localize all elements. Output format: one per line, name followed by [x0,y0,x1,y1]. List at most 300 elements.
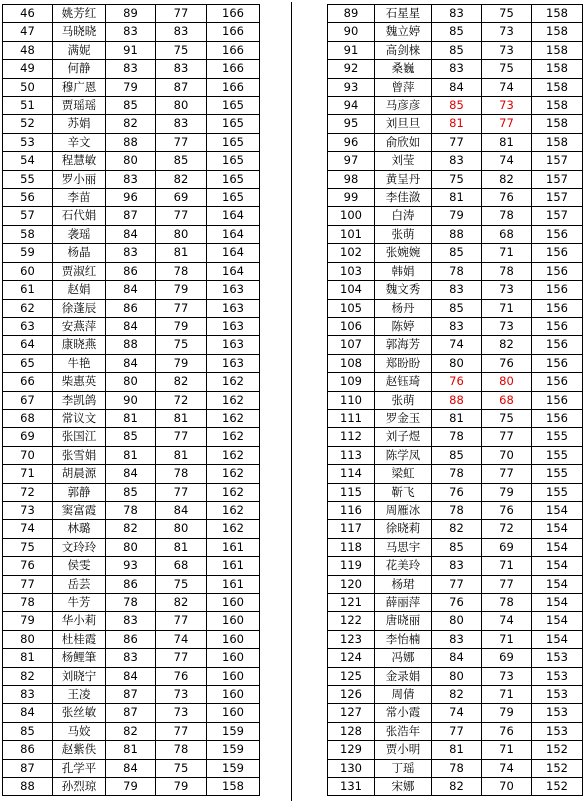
table-row [3,759,260,777]
total-score-cell: 159 [207,722,260,740]
score-a-cell: 84 [432,78,482,96]
table-row [328,97,583,115]
score-a-cell: 84 [432,649,482,667]
total-score-cell: 163 [207,299,260,317]
table-row [3,630,260,648]
student-name-cell: 韩娟 [375,262,432,280]
score-a-cell: 84 [106,759,156,777]
row-number-cell: 116 [328,501,375,519]
right-score-table [327,4,583,796]
table-row [3,41,260,59]
total-score-cell: 157 [532,189,583,207]
student-name-cell: 魏文秀 [375,281,432,299]
row-number-cell: 111 [328,409,375,427]
total-score-cell: 160 [207,649,260,667]
score-a-cell: 80 [432,612,482,630]
row-number-cell: 115 [328,483,375,501]
score-b-cell: 80 [156,520,207,538]
table-row [3,152,260,170]
total-score-cell: 154 [532,557,583,575]
row-number-cell: 66 [3,373,53,391]
total-score-cell: 157 [532,170,583,188]
student-name-cell: 丁瑶 [375,759,432,777]
student-name-cell: 常议文 [53,409,106,427]
score-b-cell: 77 [482,428,532,446]
score-a-cell: 81 [106,741,156,759]
table-row [328,594,583,612]
table-row [3,97,260,115]
table-row [3,115,260,133]
student-name-cell: 李凯鸽 [53,391,106,409]
score-a-cell: 80 [432,354,482,372]
score-a-cell: 85 [106,483,156,501]
student-name-cell: 柴惠英 [53,373,106,391]
score-b-cell: 81 [156,409,207,427]
student-name-cell: 孔学平 [53,759,106,777]
student-name-cell: 高剑梾 [375,41,432,59]
student-name-cell: 苏娟 [53,115,106,133]
score-a-cell: 85 [432,538,482,556]
student-name-cell: 安燕萍 [53,317,106,335]
table-row [328,5,583,23]
score-a-cell: 77 [432,722,482,740]
table-row [3,133,260,151]
score-a-cell: 84 [106,225,156,243]
student-name-cell: 徐蓬辰 [53,299,106,317]
row-number-cell: 106 [328,317,375,335]
score-a-cell: 82 [106,115,156,133]
row-number-cell: 81 [3,649,53,667]
total-score-cell: 165 [207,133,260,151]
student-name-cell: 胡晨源 [53,465,106,483]
student-name-cell: 满妮 [53,41,106,59]
table-row [328,336,583,354]
score-b-cell: 84 [156,501,207,519]
table-row [328,704,583,722]
row-number-cell: 78 [3,594,53,612]
score-b-cell: 77 [482,465,532,483]
student-name-cell: 程慧敏 [53,152,106,170]
score-a-cell: 78 [432,759,482,777]
row-number-cell: 69 [3,428,53,446]
score-a-cell: 82 [432,778,482,796]
score-a-cell: 86 [106,262,156,280]
total-score-cell: 155 [532,483,583,501]
score-b-cell: 79 [156,354,207,372]
total-score-cell: 163 [207,281,260,299]
total-score-cell: 156 [532,354,583,372]
total-score-cell: 154 [532,630,583,648]
student-name-cell: 贾淑红 [53,262,106,280]
score-b-cell: 77 [156,428,207,446]
table-row [328,630,583,648]
score-a-cell: 88 [106,133,156,151]
score-a-cell: 83 [432,281,482,299]
total-score-cell: 156 [532,336,583,354]
score-b-cell: 74 [482,759,532,777]
row-number-cell: 46 [3,5,53,23]
table-row [3,391,260,409]
score-a-cell: 85 [432,299,482,317]
score-a-cell: 89 [106,5,156,23]
score-a-cell: 81 [106,446,156,464]
table-row [3,612,260,630]
total-score-cell: 164 [207,225,260,243]
score-a-cell: 91 [106,41,156,59]
score-a-cell: 80 [106,538,156,556]
row-number-cell: 60 [3,262,53,280]
score-a-cell: 82 [106,520,156,538]
total-score-cell: 156 [532,409,583,427]
score-b-cell: 71 [482,557,532,575]
score-a-cell: 78 [106,501,156,519]
score-b-cell: 73 [482,41,532,59]
student-name-cell: 郭静 [53,483,106,501]
total-score-cell: 153 [532,686,583,704]
score-a-cell: 90 [106,391,156,409]
student-name-cell: 张萌 [375,391,432,409]
total-score-cell: 155 [532,428,583,446]
score-a-cell: 78 [432,262,482,280]
score-a-cell: 78 [432,428,482,446]
student-name-cell: 周雁冰 [375,501,432,519]
total-score-cell: 154 [532,612,583,630]
student-name-cell: 石代娟 [53,207,106,225]
total-score-cell: 162 [207,391,260,409]
row-number-cell: 61 [3,281,53,299]
score-b-cell: 75 [156,41,207,59]
row-number-cell: 102 [328,244,375,262]
total-score-cell: 158 [532,60,583,78]
row-number-cell: 88 [3,778,53,796]
total-score-cell: 161 [207,557,260,575]
score-a-cell: 75 [432,170,482,188]
total-score-cell: 162 [207,409,260,427]
table-row [328,741,583,759]
total-score-cell: 164 [207,244,260,262]
total-score-cell: 160 [207,704,260,722]
row-number-cell: 50 [3,78,53,96]
row-number-cell: 62 [3,299,53,317]
row-number-cell: 119 [328,557,375,575]
score-a-cell: 81 [106,409,156,427]
student-name-cell: 贾小明 [375,741,432,759]
row-number-cell: 113 [328,446,375,464]
score-b-cell: 72 [156,391,207,409]
score-b-cell: 76 [482,189,532,207]
total-score-cell: 165 [207,189,260,207]
total-score-cell: 153 [532,704,583,722]
score-b-cell: 81 [156,538,207,556]
score-b-cell: 75 [482,60,532,78]
total-score-cell: 158 [532,78,583,96]
table-row [3,501,260,519]
total-score-cell: 166 [207,60,260,78]
score-b-cell: 80 [482,373,532,391]
score-b-cell: 75 [156,759,207,777]
student-name-cell: 辛文 [53,133,106,151]
total-score-cell: 153 [532,667,583,685]
student-name-cell: 俞欣如 [375,133,432,151]
score-b-cell: 77 [156,207,207,225]
right-table-body [328,5,583,796]
left-score-table [2,4,260,796]
score-a-cell: 79 [106,778,156,796]
score-a-cell: 83 [432,152,482,170]
table-row [328,520,583,538]
score-a-cell: 82 [106,722,156,740]
table-row [328,759,583,777]
score-a-cell: 85 [106,428,156,446]
score-b-cell: 71 [482,686,532,704]
score-a-cell: 83 [432,557,482,575]
score-a-cell: 86 [106,575,156,593]
total-score-cell: 162 [207,446,260,464]
total-score-cell: 156 [532,244,583,262]
row-number-cell: 79 [3,612,53,630]
table-row [3,23,260,41]
table-row [328,428,583,446]
score-b-cell: 83 [156,23,207,41]
table-row [3,207,260,225]
row-number-cell: 76 [3,557,53,575]
student-name-cell: 郭海芳 [375,336,432,354]
score-a-cell: 81 [432,409,482,427]
score-a-cell: 81 [432,115,482,133]
score-b-cell: 87 [156,78,207,96]
score-b-cell: 76 [482,501,532,519]
row-number-cell: 105 [328,299,375,317]
score-a-cell: 85 [432,41,482,59]
row-number-cell: 104 [328,281,375,299]
total-score-cell: 161 [207,538,260,556]
row-number-cell: 93 [328,78,375,96]
score-b-cell: 73 [482,317,532,335]
table-row [3,686,260,704]
student-name-cell: 梁虹 [375,465,432,483]
student-name-cell: 曾萍 [375,78,432,96]
total-score-cell: 158 [207,778,260,796]
row-number-cell: 48 [3,41,53,59]
table-row [3,520,260,538]
row-number-cell: 117 [328,520,375,538]
score-b-cell: 79 [482,483,532,501]
row-number-cell: 74 [3,520,53,538]
total-score-cell: 165 [207,97,260,115]
score-a-cell: 83 [432,5,482,23]
row-number-cell: 58 [3,225,53,243]
table-row [328,409,583,427]
student-name-cell: 杜桂霞 [53,630,106,648]
total-score-cell: 152 [532,759,583,777]
score-b-cell: 77 [156,299,207,317]
score-a-cell: 81 [432,741,482,759]
total-score-cell: 163 [207,317,260,335]
total-score-cell: 156 [532,373,583,391]
table-row [3,281,260,299]
score-b-cell: 73 [482,23,532,41]
score-b-cell: 80 [156,225,207,243]
score-b-cell: 75 [156,575,207,593]
score-a-cell: 83 [106,60,156,78]
score-b-cell: 77 [156,5,207,23]
total-score-cell: 154 [532,520,583,538]
score-a-cell: 80 [106,373,156,391]
table-row [328,207,583,225]
student-name-cell: 杨鲤筆 [53,649,106,667]
score-a-cell: 87 [106,207,156,225]
row-number-cell: 47 [3,23,53,41]
score-b-cell: 78 [156,262,207,280]
row-number-cell: 67 [3,391,53,409]
student-name-cell: 李苗 [53,189,106,207]
student-name-cell: 魏立婷 [375,23,432,41]
row-number-cell: 82 [3,667,53,685]
student-name-cell: 薛丽萍 [375,594,432,612]
row-number-cell: 127 [328,704,375,722]
score-b-cell: 73 [482,281,532,299]
row-number-cell: 108 [328,354,375,372]
total-score-cell: 164 [207,262,260,280]
student-name-cell: 马思宇 [375,538,432,556]
row-number-cell: 99 [328,189,375,207]
total-score-cell: 165 [207,170,260,188]
total-score-cell: 166 [207,78,260,96]
score-a-cell: 80 [106,152,156,170]
score-a-cell: 83 [106,649,156,667]
row-number-cell: 95 [328,115,375,133]
total-score-cell: 162 [207,483,260,501]
score-b-cell: 80 [156,97,207,115]
student-name-cell: 张雪娟 [53,446,106,464]
student-name-cell: 李怡楠 [375,630,432,648]
total-score-cell: 166 [207,41,260,59]
score-b-cell: 82 [156,170,207,188]
table-row [328,649,583,667]
table-row [3,575,260,593]
total-score-cell: 153 [532,649,583,667]
table-row [328,483,583,501]
total-score-cell: 157 [532,152,583,170]
score-a-cell: 85 [432,97,482,115]
table-row [328,391,583,409]
student-name-cell: 姚芳红 [53,5,106,23]
row-number-cell: 64 [3,336,53,354]
student-name-cell: 刘子煜 [375,428,432,446]
score-b-cell: 71 [482,299,532,317]
student-name-cell: 宋娜 [375,778,432,796]
row-number-cell: 55 [3,170,53,188]
table-row [328,667,583,685]
student-name-cell: 徐晓莉 [375,520,432,538]
score-b-cell: 81 [156,244,207,262]
total-score-cell: 163 [207,354,260,372]
student-name-cell: 刘莹 [375,152,432,170]
score-a-cell: 84 [106,465,156,483]
table-row [3,60,260,78]
table-row [328,299,583,317]
table-row [3,649,260,667]
student-name-cell: 杨丹 [375,299,432,317]
score-a-cell: 78 [106,594,156,612]
row-number-cell: 100 [328,207,375,225]
table-row [328,170,583,188]
total-score-cell: 162 [207,465,260,483]
table-row [3,538,260,556]
score-a-cell: 84 [106,667,156,685]
score-a-cell: 81 [432,189,482,207]
table-row [3,5,260,23]
total-score-cell: 164 [207,207,260,225]
table-row [328,686,583,704]
row-number-cell: 86 [3,741,53,759]
student-name-cell: 赵紫佚 [53,741,106,759]
score-b-cell: 78 [482,594,532,612]
total-score-cell: 156 [532,391,583,409]
score-b-cell: 81 [156,446,207,464]
table-row [3,778,260,796]
student-name-cell: 张丝敏 [53,704,106,722]
row-number-cell: 107 [328,336,375,354]
student-name-cell: 陈婷 [375,317,432,335]
student-name-cell: 杨珺 [375,575,432,593]
score-b-cell: 71 [482,741,532,759]
score-a-cell: 83 [432,630,482,648]
score-b-cell: 85 [156,152,207,170]
row-number-cell: 59 [3,244,53,262]
score-a-cell: 82 [432,686,482,704]
score-a-cell: 83 [432,317,482,335]
table-row [328,317,583,335]
student-name-cell: 刘晓宁 [53,667,106,685]
table-row [328,41,583,59]
row-number-cell: 112 [328,428,375,446]
total-score-cell: 154 [532,575,583,593]
student-name-cell: 白涛 [375,207,432,225]
row-number-cell: 109 [328,373,375,391]
table-row [3,244,260,262]
table-row [3,189,260,207]
table-row [328,189,583,207]
row-number-cell: 94 [328,97,375,115]
score-b-cell: 79 [156,778,207,796]
table-row [3,704,260,722]
score-b-cell: 77 [482,575,532,593]
score-b-cell: 68 [482,391,532,409]
score-a-cell: 74 [432,704,482,722]
student-name-cell: 赵钰琦 [375,373,432,391]
student-name-cell: 王凌 [53,686,106,704]
column-divider [291,2,292,801]
row-number-cell: 110 [328,391,375,409]
table-row [3,317,260,335]
score-b-cell: 69 [156,189,207,207]
row-number-cell: 121 [328,594,375,612]
row-number-cell: 75 [3,538,53,556]
score-a-cell: 93 [106,557,156,575]
score-b-cell: 78 [156,741,207,759]
student-name-cell: 陈学凤 [375,446,432,464]
total-score-cell: 156 [532,262,583,280]
table-row [3,78,260,96]
row-number-cell: 83 [3,686,53,704]
score-b-cell: 70 [482,446,532,464]
score-a-cell: 83 [106,244,156,262]
table-row [3,483,260,501]
total-score-cell: 157 [532,207,583,225]
total-score-cell: 153 [532,722,583,740]
student-name-cell: 金录娟 [375,667,432,685]
